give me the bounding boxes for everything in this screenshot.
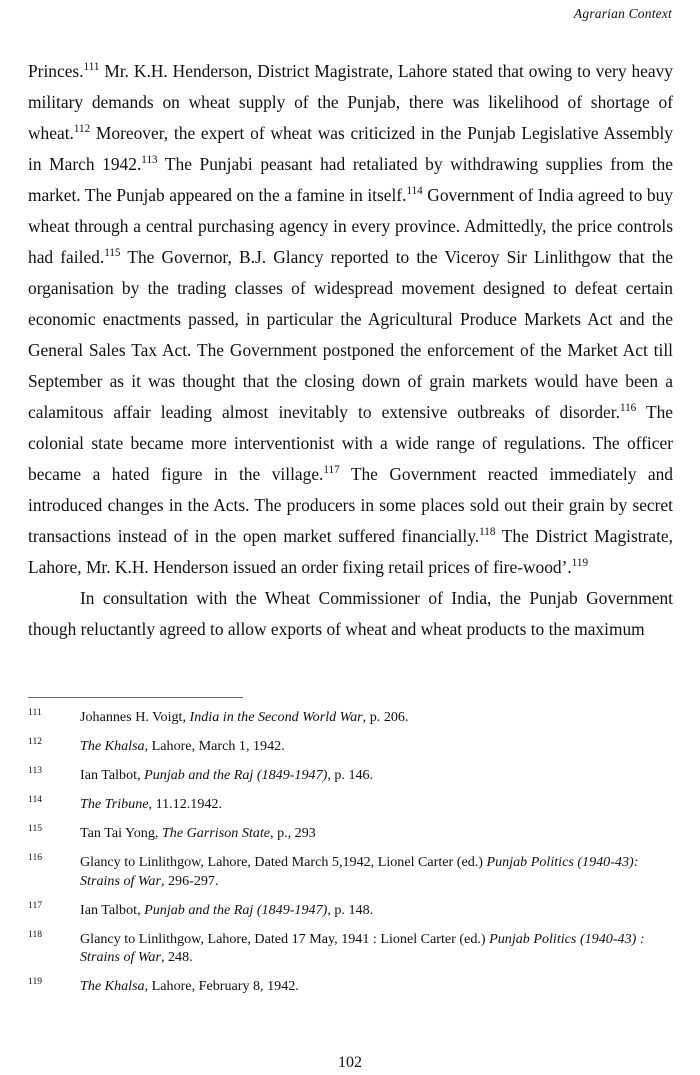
running-header: Agrarian Context [573,6,672,21]
italic-title: The Khalsa [80,738,145,754]
footnote-reference-111[interactable]: 111 [83,61,100,74]
footnote-number-113[interactable]: 113 [28,765,43,776]
italic-title: Punjab and the Raj (1849-1947), [144,767,331,783]
footnote-115 [28,824,673,843]
footnote-reference-112[interactable]: 112 [73,123,91,136]
footnote-119 [28,977,673,996]
footnote-reference-115[interactable]: 115 [104,247,121,260]
italic-title: India in the Second World War [189,709,363,725]
footnote-text-116: Glancy to Linlithgow, Lahore, Dated March 5,1942, Lionel Carter (ed.) Punjab Politics (1940-43): Strains of War, 296-297. [80,854,639,889]
italic-title: Punjab and the Raj (1849-1947) [144,901,328,918]
footnote-118 [28,930,673,967]
footnote-114 [28,795,673,814]
footnote-reference-113[interactable]: 113 [141,154,158,167]
italic-title: Punjab Politics (1940-43) : Strains of War [80,930,645,965]
footnote-number-115[interactable]: 115 [28,823,43,834]
footnote-text-113: Ian Talbot, Punjab and the Raj (1849-1947), p. 146. [80,767,374,783]
para-1: Princes.$^{111}$ Mr. K.H. Henderson, District Magistrate, Lahore stated that owing to very heavy military demands on wheat supply of the Punjab, there was likelihood of shortage of wheat.$^{112}$ Moreover, the expert of wheat was criticized in the Punjab Legislative Assembly in March 1942.$^{113}$ The Punjabi peasant had retaliated by withdrawing supplies from the market. The Punjab appeared on the a famine in itself.$^{114}$ Government of India agreed to buy wheat through a central purchasing agency in every province. Admittedly, the price controls had failed.$^{115}$ The Governor, B.J. Glancy reported to the Viceroy Sir Linlithgow that the organisation by the trading classes of widespread movement designed to defeat certain economic enactments passed, in particular the Agricultural Produce Markets Act and the General Sales Tax Act. The Government postponed the enforcement of the Market Act till September as it was thought that the closing down of grain markets would have been a calamitous affair leading almost inevitably to extensive outbreaks of disorder.$^{116}$ The colonial state became more interventionist with a wide range of regulations. The officer became a hated figure in the village.$^{117}$ The Government reacted immediately and introduced changes in the Acts. The producers in some places sold out their grain by secret transactions instead of in the open market suffered financially.$^{118}$ The District Magistrate, Lahore, Mr. K.H. Henderson issued an order fixing retail prices of fire-wood’.$^{119}$ [28,61,674,577]
footnote-117 [28,901,673,920]
footnote-list [28,708,673,996]
footnote-number-118[interactable]: 118 [28,928,43,940]
footnote-reference-117[interactable]: 117 [323,464,340,477]
footnote-text-115: Tan Tai Yong, The Garrison State, p., 293 [80,825,316,841]
footnote-reference-119[interactable]: 119 [571,557,589,570]
italic-title: The Tribune [80,796,149,812]
footnote-number-117[interactable]: 117 [28,899,43,911]
italic-title: The Khalsa [80,978,145,994]
footnote-number-112[interactable]: 112 [28,736,43,747]
footnote-number-114[interactable]: 114 [28,794,43,805]
footnote-text-114: The Tribune, 11.12.1942. [80,796,223,812]
page-number: 102 [338,1054,362,1071]
footnote-111 [28,708,673,727]
italic-title: The Garrison State [161,825,271,841]
footnote-number-111[interactable]: 111 [28,707,42,718]
body-paragraphs [28,56,673,645]
footnote-number-119[interactable]: 119 [28,976,43,987]
footnote-text-117: Ian Talbot, Punjab and the Raj (1849-1947), p. 148. [80,901,374,918]
footnote-reference-116[interactable]: 116 [619,402,637,415]
footnote-text-112: The Khalsa, Lahore, March 1, 1942. [80,738,285,754]
body-text-column [28,56,673,645]
footnote-112 [28,737,673,756]
footnote-reference-114[interactable]: 114 [406,185,423,198]
italic-title: Punjab Politics (1940-43): Strains of War [80,854,639,889]
footnote-116 [28,853,673,890]
footnote-reference-118[interactable]: 118 [479,526,496,539]
footnote-separator-rule [28,697,243,698]
para-2: In consultation with the Wheat Commissioner of India, the Punjab Government though reluctantly agreed to allow exports of wheat and wheat products to the maximum [28,588,673,639]
footnote-text-119: The Khalsa, Lahore, February 8, 1942. [80,978,299,994]
footnote-text-118: Glancy to Linlithgow, Lahore, Dated 17 May, 1941 : Lionel Carter (ed.) Punjab Politics (1940-43) : Strains of War, 248. [80,930,645,965]
footnote-text-111: Johannes H. Voigt, India in the Second World War, p. 206. [80,709,409,725]
footnote-113 [28,766,673,785]
footnote-number-116[interactable]: 116 [28,852,43,863]
